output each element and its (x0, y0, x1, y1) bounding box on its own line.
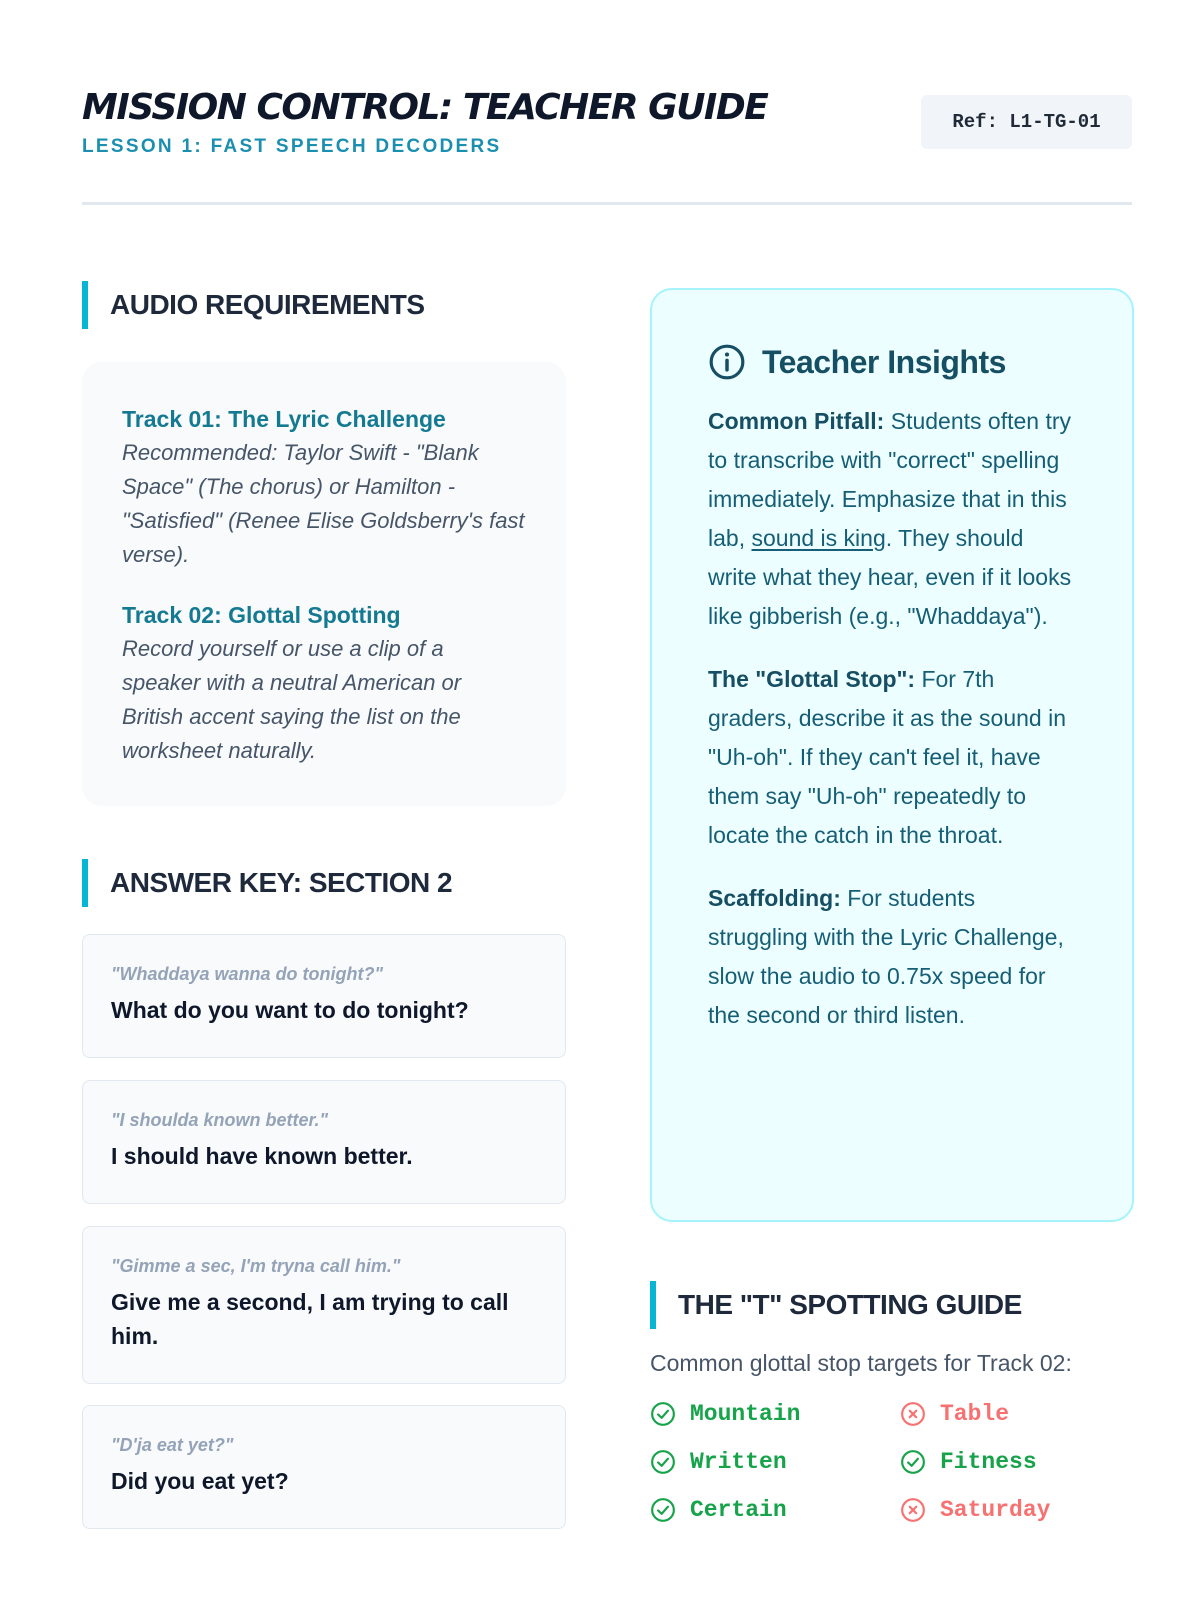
insight-glottal-stop (708, 660, 1078, 855)
insights-title: Teacher Insights (762, 343, 1006, 380)
spotting-item (650, 1400, 900, 1428)
spotting-word: Certain (690, 1497, 787, 1523)
standard-phrase: Did you eat yet? (111, 1468, 289, 1494)
track-item (122, 598, 526, 768)
spotting-intro: Common glottal stop targets for Track 02: (650, 1350, 1072, 1376)
track-description: Record yourself or use a clip of a speaker with a neutral American or British accent saying the list on the worksheet naturally. (122, 636, 462, 763)
standard-phrase: Give me a second, I am trying to call him. (111, 1289, 509, 1349)
insight-text: For students struggling with the Lyric Challenge, slow the audio to 0.75x speed for the second or third listen. (708, 885, 1064, 1028)
track-title: Track 02: Glottal Spotting (122, 602, 401, 628)
insight-scaffolding (708, 879, 1078, 1035)
spotting-item (650, 1496, 900, 1524)
answer-card (82, 1226, 566, 1384)
insight-label: Scaffolding: (708, 885, 841, 911)
spotting-word: Mountain (690, 1401, 801, 1427)
insight-label: The "Glottal Stop": (708, 666, 916, 692)
insight-emphasis: sound is king (751, 525, 886, 551)
slang-phrase: "I shoulda known better." (111, 1110, 329, 1130)
document-title: MISSION CONTROL: TEACHER GUIDE (82, 87, 768, 128)
slang-phrase: "D'ja eat yet?" (111, 1435, 234, 1455)
check-circle-icon (900, 1449, 926, 1475)
check-circle-icon (650, 1497, 676, 1523)
standard-phrase: What do you want to do tonight? (111, 997, 469, 1023)
spotting-word: Written (690, 1449, 787, 1475)
spotting-item (650, 1448, 900, 1476)
insight-text: For 7th graders, describe it as the sound in "Uh-oh". If they can't feel it, have them say "Uh-oh" repeatedly to locate the catch in the throat. (708, 666, 1066, 848)
spotting-word: Saturday (940, 1497, 1051, 1523)
x-circle-icon (900, 1497, 926, 1523)
spotting-item (900, 1496, 1120, 1524)
insight-common-pitfall (708, 402, 1078, 636)
track-description: Recommended: Taylor Swift - "Blank Space" (The chorus) or Hamilton - "Satisfied" (Renee Elise Goldsberry's fast verse). (122, 440, 525, 567)
check-circle-icon (650, 1449, 676, 1475)
spotting-item (900, 1448, 1120, 1476)
slang-phrase: "Gimme a sec, I'm tryna call him." (111, 1256, 401, 1276)
spotting-word: Fitness (940, 1449, 1037, 1475)
reference-badge: Ref: L1-TG-01 (921, 95, 1132, 149)
answer-card (82, 934, 566, 1058)
answer-card (82, 1080, 566, 1204)
slang-phrase: "Whaddaya wanna do tonight?" (111, 964, 384, 984)
audio-requirements-heading: AUDIO REQUIREMENTS (82, 281, 425, 329)
lesson-subtitle: LESSON 1: FAST SPEECH DECODERS (82, 136, 502, 157)
teacher-insights-card (650, 288, 1134, 1222)
track-title: Track 01: The Lyric Challenge (122, 406, 446, 432)
spotting-list (650, 1400, 1120, 1524)
insight-text: Students often try to transcribe with "correct" spelling immediately. Emphasize that in this lab, (708, 408, 1072, 551)
answer-card (82, 1405, 566, 1529)
insights-header (708, 342, 1078, 382)
t-spotting-guide-heading: THE "T" SPOTTING GUIDE (650, 1281, 1022, 1329)
standard-phrase: I should have known better. (111, 1143, 413, 1169)
audio-requirements-card (82, 362, 566, 806)
header-divider (82, 202, 1132, 205)
info-icon (708, 343, 746, 381)
spotting-item (900, 1400, 1120, 1428)
x-circle-icon (900, 1401, 926, 1427)
spotting-word: Table (940, 1401, 1010, 1427)
insight-text: . They should write what they hear, even if it looks like gibberish (e.g., "Whaddaya"). (708, 525, 1072, 629)
check-circle-icon (650, 1401, 676, 1427)
document-header (82, 84, 1132, 204)
insight-label: Common Pitfall: (708, 408, 885, 434)
track-item (122, 402, 526, 572)
answer-key-heading: ANSWER KEY: SECTION 2 (82, 859, 452, 907)
